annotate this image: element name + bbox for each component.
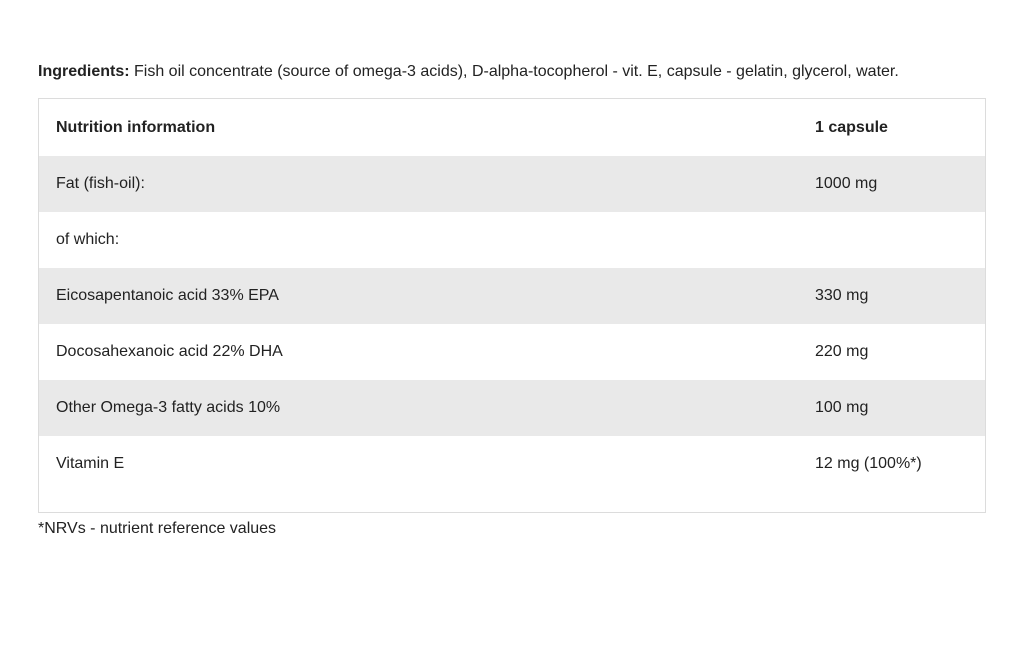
- table-row: [39, 212, 985, 268]
- table-row: [39, 380, 985, 436]
- table-row: [39, 436, 985, 492]
- row-label: of which:: [56, 231, 120, 248]
- row-label: Docosahexanoic acid 22% DHA: [56, 343, 283, 360]
- row-value: 220 mg: [815, 343, 869, 360]
- ingredients-label: Ingredients:: [38, 63, 130, 80]
- row-value: 1000 mg: [798, 156, 985, 212]
- row-label: Eicosapentanoic acid 33% EPA: [39, 268, 798, 324]
- row-label: Other Omega-3 fatty acids 10%: [39, 380, 798, 436]
- row-value: 100 mg: [798, 380, 985, 436]
- ingredients-text: Fish oil concentrate (source of omega-3 acids), D-alpha-tocopherol - vit. E, capsule - gelatin, glycerol, water.: [129, 63, 899, 80]
- row-value: 12 mg (100%*): [815, 455, 922, 472]
- row-value: [798, 212, 985, 268]
- table-header-row: [39, 99, 985, 156]
- nutrition-table: [38, 98, 986, 513]
- ingredients-line: [38, 61, 998, 83]
- table-row: [39, 268, 985, 324]
- row-label: Vitamin E: [56, 455, 125, 472]
- table-row: [39, 156, 985, 212]
- table-row: [39, 324, 985, 380]
- footnote: *NRVs - nutrient reference values: [38, 520, 277, 537]
- header-nutrition-information: Nutrition information: [56, 118, 216, 136]
- header-serving: 1 capsule: [815, 118, 888, 136]
- row-label: Fat (fish-oil):: [39, 156, 798, 212]
- row-value: 330 mg: [798, 268, 985, 324]
